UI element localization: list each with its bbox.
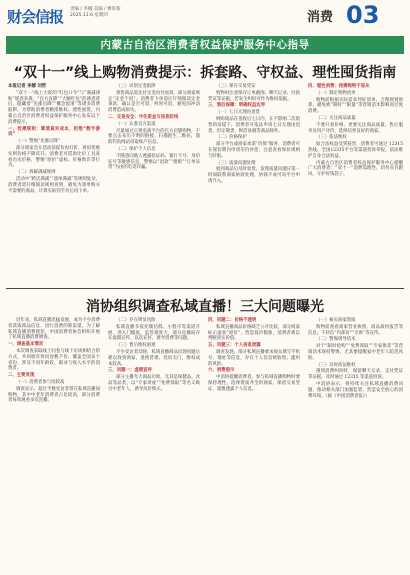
paragraph: 不随意向他人透露验证码、银行卡号、身份证号等敏感信息，警惕以“退款”“理赔”“订单异常”为由的电话诈骗。 <box>108 153 200 171</box>
paragraph: 中消协提醒消费者，参与私域直播购物时要保持理性，选择资质齐全的商家，保留交易凭证，谨慎透露个人信息。 <box>208 375 300 392</box>
subheading: 一、优惠规则：算清真实成本，拒绝“数字游戏” <box>8 126 100 138</box>
subheading: 一、调查基本情况 <box>8 342 44 348</box>
paragraph: “双十一”线上大促的“红包口令”与“满减津贴”迷惑来袭，“官方直降”“大额红包”的诱惑背后，隐藏着“先涨后降”“概念混淆”等诸多消费陷阱。为帮助消费者精准维权、理性囤货，内蒙古自治区消费者权益保护服务中心发布以下消费提示。 <box>8 90 100 125</box>
paragraph: 本次调查采取线上问卷与线下访谈相结合的方式，共回收有效问卷数千份，覆盖全国多个省份，涉及不同年龄段、职业与收入水平的消费者。 <box>8 348 100 372</box>
article1-column-1 <box>8 84 100 195</box>
paragraph: （二）拆解满减规则 <box>16 170 56 176</box>
paragraph: 部分商家会在活动前提价再打折，看似优惠实则价格不降反升。消费者可借助比价工具查看历史价格，警惕“原价”虚标、价格欺诈等行为。 <box>8 145 100 169</box>
paragraph: 购物时注意保存订单截图、聊天记录、付款凭证等证据，若发生纠纷可作为维权依据。 <box>208 90 300 102</box>
paragraph: 部分主播夸大商品功效，尤其是保健品、食品等品类，以“专家讲座”“免费领取”等名义吸引中老年人，诱导高价购买。 <box>108 375 200 392</box>
paragraph: （三）及时依法维权 <box>316 362 356 368</box>
byline: 本报记者 李娜 刘哲 <box>8 84 47 89</box>
paragraph: 不要只看价格，更要关注商品质量、售后服务及用户评价，选择信誉良好的商家。 <box>308 122 403 134</box>
banner-text: 内蒙古自治区消费者权益保护服务中心指导 <box>100 39 310 51</box>
article1-column-3 <box>208 84 300 186</box>
paragraph: 如合法权益受到侵害，消费者可通过 12315 热线、全国12315平台等渠道投诉举报，依法维护自身合法权益。 <box>308 142 403 159</box>
paragraph: 中消协表示，将持续关注私域直播消费问题，推动相关部门加强监管，营造安全放心的消费环境。（据《中国消费者报》） <box>308 381 403 399</box>
subheading: 六、消费提示 <box>208 368 235 374</box>
editor-line: 责编 / 李娜 美编 / 曹旺新 <box>70 7 121 12</box>
article2-column-2 <box>108 318 200 394</box>
paragraph: （三）依法维权 <box>316 135 347 141</box>
paragraph: （一）七日无理由退货 <box>216 110 260 116</box>
paragraph: 购物前根据实际需求列好清单，合理规划预算，避免被“限时”“限量”等营销话术影响而过度消费。 <box>308 97 403 115</box>
editor-info <box>70 7 121 19</box>
paragraph: 部分平台或商家承诺“价保”服务，消费者可在保价期内申请差价补偿，注意查看保价规则与时限。 <box>208 142 300 159</box>
paragraph: 近年来，私域直播迅猛发展，成为不少消费者获取商品信息、进行消费的新渠道。为了解私域直播消费现状，中国消费者协会组织开展了私域直播消费调查。 <box>8 318 100 341</box>
paragraph: 调查发现，部分私域直播要求观众填写手机号、地址等信息，存在个人信息被收集、滥用的风险。 <box>208 349 300 367</box>
page-number: 03 <box>346 1 380 29</box>
paragraph: 不少受访者反映，私域直播商品出现问题后难以找到商家，退换货难、投诉无门，维权成本较高。 <box>108 349 200 367</box>
subheading: 三、售后保障：明确权益边界 <box>208 103 266 109</box>
article2-column-4 <box>308 318 403 400</box>
article2-headline: 消协组织调查私域直播！三大问题曝光 <box>86 299 324 315</box>
paragraph: （一）警惕“先涨后降” <box>16 139 61 145</box>
paragraph: 预售商品需先付定金再付尾款，部分商家规定“定金不退”。消费者下单前应仔细阅读定金条款，确认是否可退、何时可退，避免因冲动消费造成损失。 <box>108 90 200 114</box>
date-line: 2025.11.6 星期四 <box>70 13 108 18</box>
paragraph: 内蒙古自治区消费者权益保护服务中心提醒广大消费者：“双十一”消费需理性，切勿盲目跟风，守护好钱袋子。 <box>308 160 403 178</box>
paragraph: 网购商品在签收后七日内，在不影响二次销售的前提下，消费者可依法申请七日无理由退货，但定制类、鲜活易腐等商品除外。 <box>208 116 300 134</box>
paragraph: （二）存在明显风险 <box>116 318 156 323</box>
paragraph: （二）关注商品质量 <box>316 115 356 121</box>
guidance-banner <box>6 36 404 54</box>
subheading: 三、问题一：虚假宣传 <box>108 368 152 374</box>
paragraph: 私域直播多依托微信群、小程序等渠道开展，进入门槛低、监管难度大，部分直播间存在虚假宣传、以次充好、诱导消费等问题。 <box>108 324 200 342</box>
paragraph: （二）保护个人信息 <box>116 146 156 152</box>
paragraph: （二）价格保护 <box>216 135 247 141</box>
paragraph: （二）警惕诱导话术 <box>316 337 356 343</box>
article1-column-2 <box>108 84 200 172</box>
paragraph: 活动中“跨店满减”“凑单满减”等规则复杂，消费者需仔细阅读规则说明，避免为凑单购买不需要的商品，计算实际到手价后再下单。 <box>8 176 100 194</box>
subheading: 二、主要发现 <box>8 373 35 379</box>
paragraph: 遇到消费纠纷时，保留聊天记录、支付凭证等证据，及时通过 12315 等渠道投诉。 <box>308 369 403 381</box>
subheading: 二、交易安全：守住资金与信息防线 <box>108 114 179 120</box>
paragraph: （一）制定购物清单 <box>316 90 356 96</box>
paragraph: 对于“限时抢购”“免费领取”“专家推荐”等营销话术保持警惕，尤其要提醒家中老年人防范风险。 <box>308 344 403 361</box>
article-divider <box>6 288 404 289</box>
article1-column-4 <box>308 84 403 179</box>
masthead <box>0 0 410 40</box>
paragraph: （一）消费者参与度较高 <box>16 379 65 385</box>
paragraph: （三）售后维权困难 <box>116 343 156 349</box>
paragraph: （三）质量问题处理 <box>216 160 256 166</box>
paragraph: 尽量通过正规电商平台的官方店铺购物，不要点击来历不明的链接、扫描陌生二维码，谨防钓鱼网站窃取账户信息。 <box>108 128 200 146</box>
paragraph: 私域直播商品价格缺乏公开比较，部分商家标示虚高“原价”，营造低价假象，消费者难以判断真实价值。 <box>208 324 300 342</box>
paragraph: 购物前查看商家营业执照、商品质检报告等信息，不轻信“内部价”“专供”等宣传。 <box>308 324 403 336</box>
paragraph: （三）保存交易凭证 <box>216 84 256 89</box>
article2-column-3 <box>208 318 300 394</box>
paragraph: （一）核实商家资质 <box>316 318 356 323</box>
paragraph: 调查显示，超过半数受访者曾在私域直播间购物，其中中老年消费者占比较高，部分消费者每周观看多次直播。 <box>8 386 100 404</box>
paragraph: （一）认准官方渠道 <box>116 121 156 127</box>
subheading: 四、理性消费：按需购物不盲从 <box>308 84 370 89</box>
subheading: 五、问题三：个人信息泄露 <box>208 343 261 349</box>
newspaper-logo: 财会信报 <box>7 8 64 26</box>
paragraph: 收到商品后及时验货，发现质量问题应第一时间联系商家协商处理，协商不成可向平台申请介入。 <box>208 167 300 184</box>
article2-column-1 <box>8 318 100 405</box>
article1-headline: “双十一”线上购物消费提示：拆套路、守权益、理性囤货指南 <box>13 65 397 81</box>
subheading: 四、问题二：价格不透明 <box>208 318 257 323</box>
section-name: 消费 <box>307 10 334 25</box>
paragraph: （三）识别定金陷阱 <box>116 84 156 89</box>
